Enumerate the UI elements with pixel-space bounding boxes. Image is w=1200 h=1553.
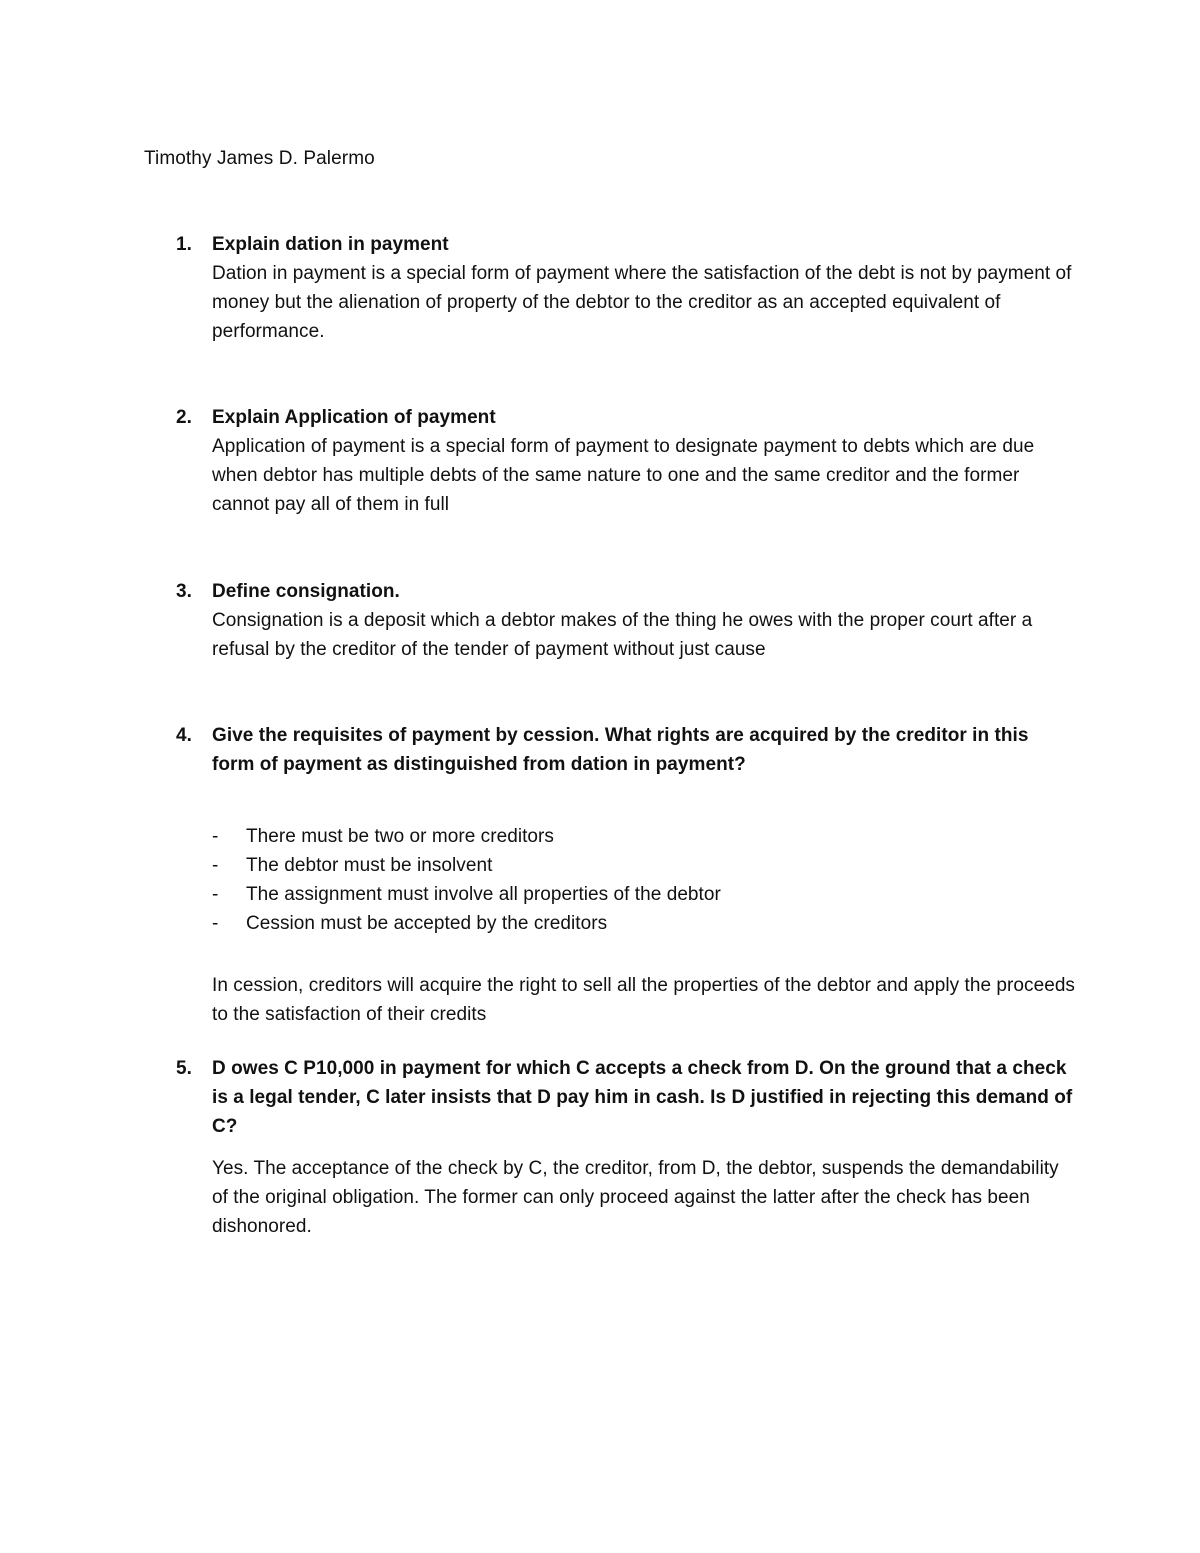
author-name: Timothy James D. Palermo	[144, 148, 375, 169]
item-number: 2.	[176, 407, 192, 428]
question-text: Define consignation.	[212, 581, 400, 602]
question-item-5	[176, 1054, 1076, 1241]
question-text: Give the requisites of payment by cession. What rights are acquired by the creditor in this form of payment as distinguished from dation in payment?	[212, 725, 1029, 775]
answer-text: Yes. The acceptance of the check by C, the creditor, from D, the debtor, suspends the demandability of the original obligation. The former can only proceed against the latter after the check has been dishonored.	[212, 1158, 1059, 1237]
item-number: 3.	[176, 581, 192, 602]
answer-text: Consignation is a deposit which a debtor makes of the thing he owes with the proper court after a refusal by the creditor of the tender of payment without just cause	[212, 610, 1033, 660]
list-item: - There must be two or more creditors	[212, 822, 1076, 851]
list-item: - The debtor must be insolvent	[212, 851, 1076, 880]
list-item: - Cession must be accepted by the creditors	[212, 909, 1076, 938]
dash-marker: -	[212, 913, 219, 934]
answer-text: Dation in payment is a special form of payment where the satisfaction of the debt is not by payment of money but the alienation of property of the debtor to the creditor as an accepted equivalent of performance.	[212, 263, 1072, 342]
question-text: Explain dation in payment	[212, 234, 449, 255]
list-item: - The assignment must involve all properties of the debtor	[212, 880, 1076, 909]
answer-text: In cession, creditors will acquire the right to sell all the properties of the debtor and apply the proceeds to the satisfaction of their credits	[212, 975, 1075, 1025]
requisites-list	[212, 822, 1076, 938]
question-text: Explain Application of payment	[212, 407, 496, 428]
dash-marker: -	[212, 884, 219, 905]
question-item-1	[176, 230, 1076, 346]
dash-marker: -	[212, 855, 219, 876]
question-item-2	[176, 403, 1076, 519]
question-item-3	[176, 577, 1076, 664]
dash-marker: -	[212, 826, 219, 847]
item-number: 5.	[176, 1058, 192, 1079]
item-number: 4.	[176, 725, 192, 746]
item-number: 1.	[176, 234, 192, 255]
answer-text: Application of payment is a special form of payment to designate payment to debts which are due when debtor has multiple debts of the same nature to one and the same creditor and the former cannot pay all of them in full	[212, 436, 1035, 515]
question-item-4	[176, 721, 1076, 1029]
question-text: D owes C P10,000 in payment for which C accepts a check from D. On the ground that a check is a legal tender, C later insists that D pay him in cash. Is D justified in rejecting this demand of C?	[212, 1058, 1073, 1137]
